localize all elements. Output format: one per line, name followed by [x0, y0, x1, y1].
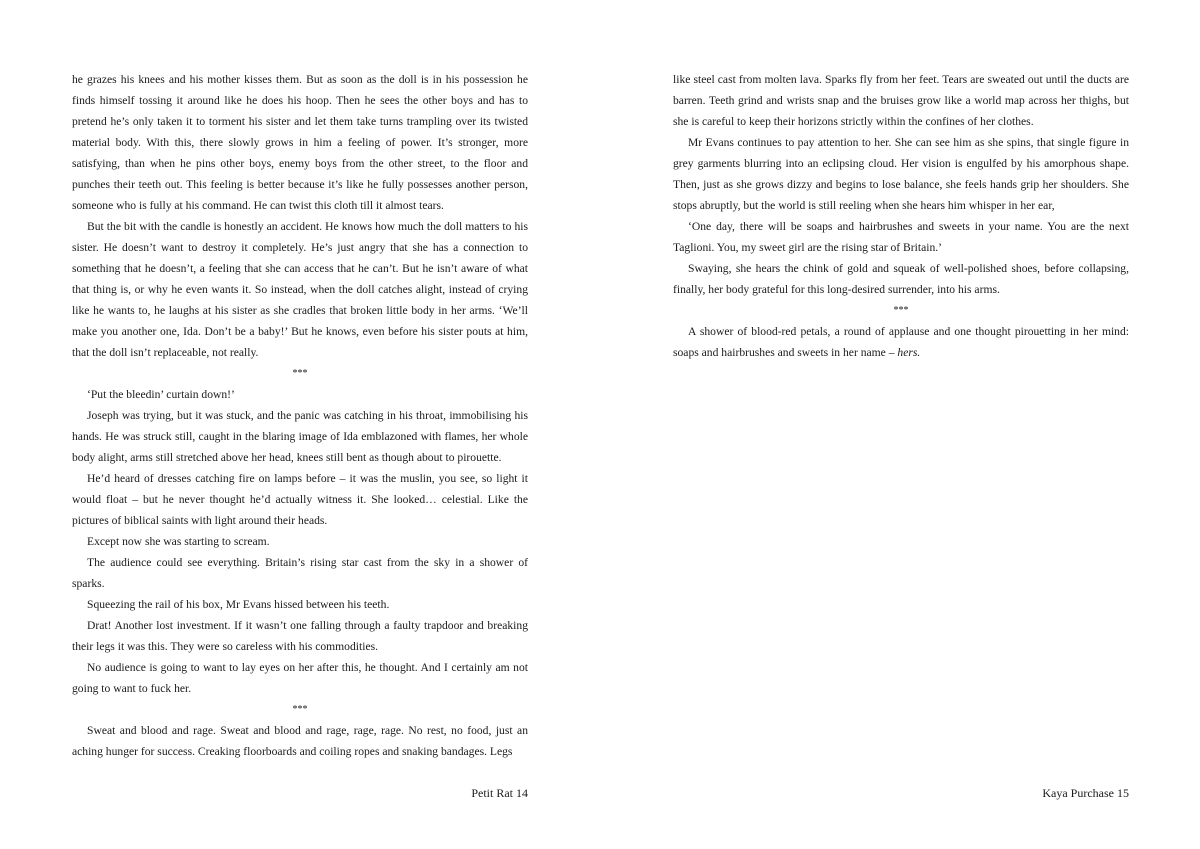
paragraph [673, 321, 1129, 363]
paragraph: No audience is going to want to lay eyes on her after this, he thought. And I certainly am not going to want to fuck her. [72, 661, 528, 695]
section-break: *** [893, 305, 909, 316]
left-page [72, 0, 528, 849]
paragraph-text: A shower of blood-red petals, a round of applause and one thought pirouetting in her mind: soaps and hairbrushes and sweets in her name – [673, 325, 1129, 359]
paragraph: he grazes his knees and his mother kisses them. But as soon as the doll is in his possession he finds himself tossing it around like he does his hoop. Then he sees the other boys and has to pretend he’s only taken it to torment his sister and let them take turns trampling over its twisted material body. With this, there slowly grows in him a feeling of power. It’s stronger, more satisfying, than when he pins other boys, enemy boys from the other street, to the floor and punches their teeth out. This feeling is better because it’s like he fully possesses another person, someone who is fully at his command. He can twist this cloth till it almost tears. [72, 73, 528, 212]
page-number-footer: Kaya Purchase 15 [1042, 786, 1129, 800]
paragraph: Drat! Another lost investment. If it wasn’t one falling through a faulty trapdoor and breaking their legs it was this. They were so careless with his commodities. [72, 619, 528, 653]
page-number-footer: Petit Rat 14 [471, 786, 528, 800]
paragraph: ‘Put the bleedin’ curtain down!’ [87, 388, 235, 401]
section-break: *** [292, 704, 308, 715]
paragraph: Squeezing the rail of his box, Mr Evans hissed between his teeth. [87, 598, 390, 611]
emphasis-text: hers. [897, 346, 921, 359]
paragraph: He’d heard of dresses catching fire on lamps before – it was the muslin, you see, so light it would float – but he never thought he’d actually witness it. She looked… celestial. Like the pictures of biblical saints with light around their heads. [72, 472, 528, 527]
paragraph: But the bit with the candle is honestly an accident. He knows how much the doll matters to his sister. He doesn’t want to destroy it completely. He’s just angry that she has a connection to something that he doesn’t, a feeling that she can access that he can’t. But he isn’t aware of what that thing is, or why he even wants it. So instead, when the doll catches alight, instead of crying like he wants to, he laughs at his sister as she cradles that broken little body in her arms. ‘We’ll make you another one, Ida. Don’t be a baby!’ But he knows, even before his sister pouts at him, that the doll isn’t replaceable, not really. [72, 220, 528, 359]
paragraph: The audience could see everything. Britain’s rising star cast from the sky in a shower of sparks. [72, 556, 528, 590]
right-page [673, 0, 1129, 849]
paragraph: Swaying, she hears the chink of gold and squeak of well-polished shoes, before collapsing, finally, her body grateful for this long-desired surrender, into his arms. [673, 262, 1129, 296]
paragraph: like steel cast from molten lava. Sparks fly from her feet. Tears are sweated out until the ducts are barren. Teeth grind and wrists snap and the bruises grow like a world map across her thighs, but she is careful to keep their horizons strictly within the confines of her clothes. [673, 73, 1129, 128]
paragraph: ‘One day, there will be soaps and hairbrushes and sweets in your name. You are the next Taglioni. You, my sweet girl are the rising star of Britain.’ [673, 220, 1129, 254]
paragraph: Sweat and blood and rage. Sweat and blood and rage, rage, rage. No rest, no food, just an aching hunger for success. Creaking floorboards and coiling ropes and snaking bandages. Legs [72, 724, 528, 758]
left-page-text [72, 69, 528, 762]
section-break: *** [292, 368, 308, 379]
right-page-text [673, 69, 1129, 363]
paragraph: Except now she was starting to scream. [87, 535, 270, 548]
paragraph: Joseph was trying, but it was stuck, and the panic was catching in his throat, immobilising his hands. He was struck still, caught in the blaring image of Ida emblazoned with flames, her whole body alight, arms still stretched above her head, knees still bent as though about to pirouette. [72, 409, 528, 464]
paragraph: Mr Evans continues to pay attention to her. She can see him as she spins, that single figure in grey garments blurring into an eclipsing cloud. Her vision is engulfed by his amorphous shape. Then, just as she grows dizzy and begins to lose balance, she feels hands grip her shoulders. She stops abruptly, but the world is still reeling when she hears him whisper in her ear, [673, 136, 1129, 212]
